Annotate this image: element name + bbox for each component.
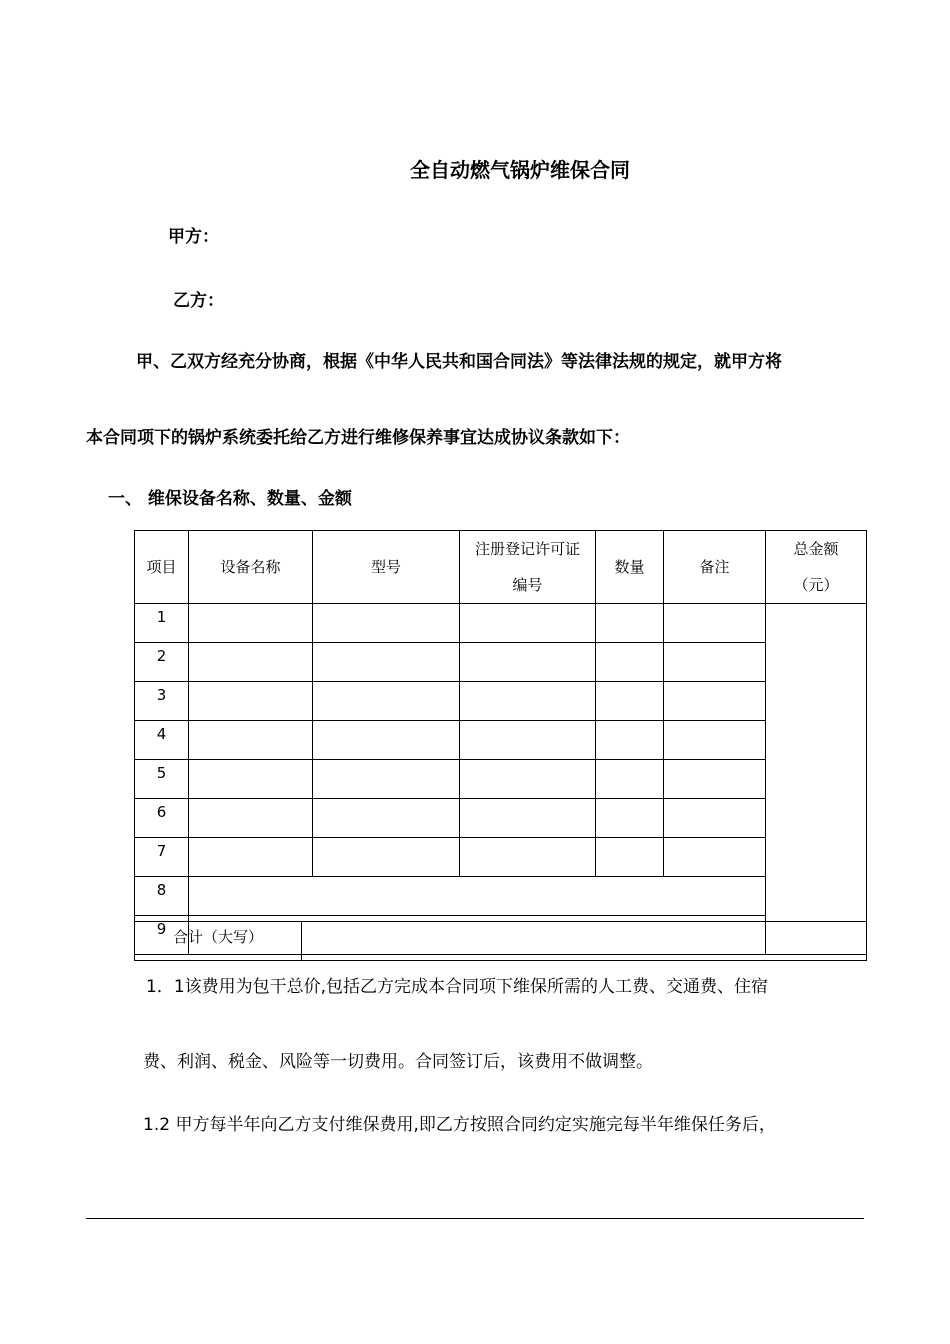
table-header-row — [135, 531, 867, 604]
equipment-table — [134, 530, 867, 955]
cell-model — [313, 838, 460, 877]
clause-1-2-line-1: 1.2 甲方每半年向乙方支付维保费用,即乙方按照合同约定实施完每半年维保任务后， — [143, 1115, 776, 1135]
intro-line-2: 本合同项下的锅炉系统委托给乙方进行维修保养事宜达成协议条款如下： — [86, 428, 630, 448]
cell-total-amount — [766, 604, 867, 955]
sum-label: 合计（大写） — [135, 922, 302, 961]
cell-license-number — [460, 721, 596, 760]
row-number: 8 — [135, 877, 189, 916]
row-number: 6 — [135, 799, 189, 838]
cell-license-number — [460, 643, 596, 682]
cell-remark — [664, 721, 766, 760]
cell-model — [313, 604, 460, 643]
cell-license-number — [460, 760, 596, 799]
cell-model — [313, 799, 460, 838]
row-number: 3 — [135, 682, 189, 721]
cell-quantity — [596, 760, 664, 799]
header-license-number — [460, 531, 596, 604]
cell-model — [313, 721, 460, 760]
cell-quantity — [596, 799, 664, 838]
header-total-line-2: （元） — [793, 576, 839, 594]
cell-quantity — [596, 838, 664, 877]
table-row — [135, 838, 867, 877]
cell-license-number — [460, 799, 596, 838]
table-row — [135, 682, 867, 721]
row-number: 2 — [135, 643, 189, 682]
cell-remark — [664, 604, 766, 643]
clause-1-1-line-2: 费、利润、税金、风险等一切费用。合同签订后，该费用不做调整。 — [143, 1052, 653, 1072]
cell-merged-row — [189, 877, 766, 916]
cell-license-number — [460, 838, 596, 877]
header-model: 型号 — [313, 531, 460, 604]
footer-divider — [86, 1218, 864, 1219]
cell-quantity — [596, 682, 664, 721]
section-1-heading: 一、 维保设备名称、数量、金额 — [108, 489, 352, 509]
header-license-line-2: 编号 — [512, 576, 543, 594]
sum-row — [135, 922, 867, 961]
party-b-label: 乙方： — [173, 291, 224, 311]
cell-quantity — [596, 604, 664, 643]
cell-device-name — [189, 799, 313, 838]
cell-remark — [664, 682, 766, 721]
cell-remark — [664, 643, 766, 682]
header-device-name: 设备名称 — [189, 531, 313, 604]
cell-device-name — [189, 838, 313, 877]
row-number: 9 — [135, 916, 189, 955]
header-total-line-1: 总金额 — [793, 540, 839, 558]
header-remark: 备注 — [664, 531, 766, 604]
table-row — [135, 799, 867, 838]
cell-device-name — [189, 643, 313, 682]
cell-model — [313, 760, 460, 799]
cell-device-name — [189, 682, 313, 721]
cell-model — [313, 643, 460, 682]
cell-device-name — [189, 760, 313, 799]
cell-quantity — [596, 721, 664, 760]
cell-model — [313, 682, 460, 721]
sum-value — [302, 922, 867, 961]
table-row — [135, 721, 867, 760]
cell-license-number — [460, 682, 596, 721]
clause-1-1-line-1: 1．1该费用为包干总价,包括乙方完成本合同项下维保所需的人工费、交通费、住宿 — [146, 977, 769, 997]
table-row — [135, 643, 867, 682]
table-row — [135, 604, 867, 643]
header-license-line-1: 注册登记许可证 — [474, 540, 580, 558]
header-quantity: 数量 — [596, 531, 664, 604]
header-item: 项目 — [135, 531, 189, 604]
page-title: 全自动燃气锅炉维保合同 — [410, 158, 630, 182]
cell-remark — [664, 799, 766, 838]
intro-line-1: 甲、乙双方经充分协商，根据《中华人民共和国合同法》等法律法规的规定，就甲方将 — [136, 352, 782, 372]
table-row — [135, 877, 867, 916]
party-a-label: 甲方： — [168, 227, 219, 247]
cell-device-name — [189, 721, 313, 760]
row-number: 4 — [135, 721, 189, 760]
table-row — [135, 760, 867, 799]
header-total-amount — [766, 531, 867, 604]
cell-license-number — [460, 604, 596, 643]
cell-device-name — [189, 604, 313, 643]
sum-table — [134, 921, 867, 961]
cell-quantity — [596, 643, 664, 682]
row-number: 7 — [135, 838, 189, 877]
cell-remark — [664, 838, 766, 877]
row-number: 5 — [135, 760, 189, 799]
row-number: 1 — [135, 604, 189, 643]
cell-remark — [664, 760, 766, 799]
